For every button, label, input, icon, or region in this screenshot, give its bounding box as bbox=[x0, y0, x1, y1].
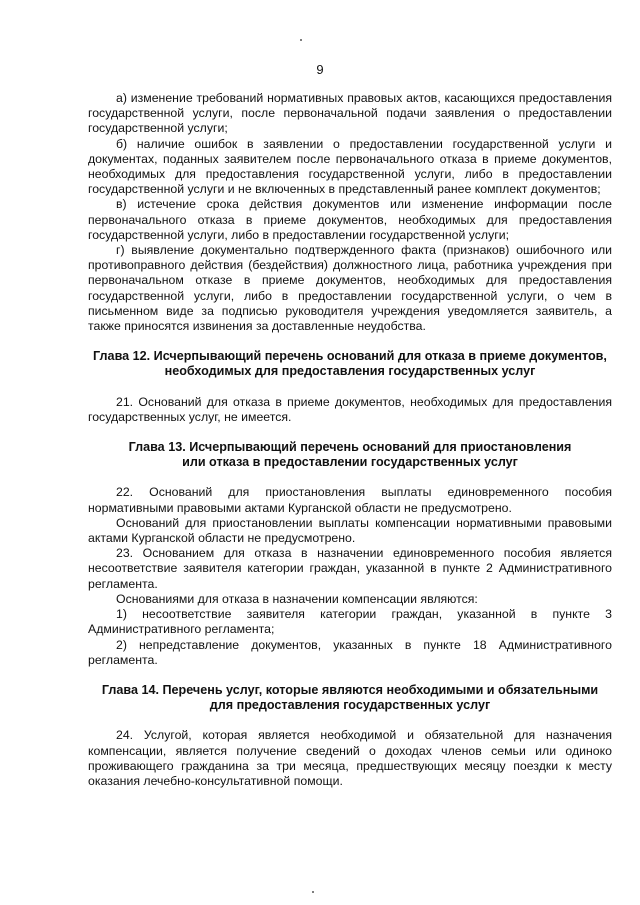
paragraph: Основаниями для отказа в назначении компенсации являются: bbox=[116, 591, 478, 606]
chapter-heading-line: для предоставления государственных услуг bbox=[209, 698, 491, 713]
scan-speck bbox=[300, 39, 302, 41]
chapter-heading-line: или отказа в предоставлении государственных услуг bbox=[182, 455, 518, 470]
section-spacer bbox=[88, 380, 612, 395]
paragraph: 1) несоответствие заявителя категории граждан, указанной в пункте 3 Административного регламента; bbox=[88, 607, 612, 637]
paragraph: Оснований для приостановлении выплаты компенсации нормативными правовыми актами Курганской области не предусмотрено. bbox=[88, 515, 612, 546]
section-spacer bbox=[88, 668, 612, 683]
scan-speck bbox=[312, 891, 314, 893]
paragraph: 23. Основанием для отказа в назначении единовременного пособия является несоответствие заявителя категории граждан, указанной в пункте 2 Административного регламента. bbox=[88, 546, 612, 591]
section-spacer bbox=[88, 334, 612, 349]
chapter-heading-line: необходимых для предоставления государственных услуг bbox=[164, 364, 536, 379]
section-spacer bbox=[88, 425, 612, 440]
section-spacer bbox=[88, 713, 612, 728]
paragraph: 21. Оснований для отказа в приеме документов, необходимых для предоставления государственных услуг, не имеется. bbox=[88, 394, 612, 424]
page-number: 9 bbox=[316, 62, 324, 77]
paragraph: 24. Услугой, которая является необходимой и обязательной для назначения компенсации, является получение сведений о доходах членов семьи или одиноко проживающего гражданина за три месяца, предшествующих месяцу поездки к месту оказания лечебно-консультативной помощи. bbox=[88, 728, 612, 788]
document-body bbox=[88, 91, 612, 789]
chapter-heading-line: Глава 14. Перечень услуг, которые являются необходимыми и обязательными bbox=[101, 682, 599, 697]
chapter-heading-line: Глава 13. Исчерпывающий перечень оснований для приостановления bbox=[128, 440, 572, 455]
paragraph: в) истечение срока действия документов или изменение информации после первоначального отказа в приеме документов, необходимых для предоставления государственной услуги, либо в предоставлении государственной услуги; bbox=[88, 197, 612, 242]
paragraph: 2) непредставление документов, указанных в пункте 18 Административного регламента. bbox=[88, 637, 612, 667]
section-spacer bbox=[88, 470, 612, 485]
paragraph: а) изменение требований нормативных правовых актов, касающихся предоставления государственной услуги, после первоначальной подачи заявления о предоставлении государственной услуги; bbox=[88, 91, 612, 136]
paragraph: б) наличие ошибок в заявлении о предоставлении государственной услуги и документах, поданных заявителем после первоначального отказа в приеме документов, необходимых для предоставления государственной услуги, либо в предоставлении государственной услуги и не включенных в представленный ранее комплект документов; bbox=[88, 136, 612, 197]
chapter-heading bbox=[88, 440, 612, 470]
paragraph: 22. Оснований для приостановления выплаты единовременного пособия нормативными правовыми актами Курганской области не предусмотрено. bbox=[88, 485, 612, 515]
chapter-heading bbox=[88, 683, 612, 713]
paragraph: г) выявление документально подтвержденного факта (признаков) ошибочного или противоправного действия (бездействия) должностного лица, работника учреждения при первоначальном отказе в приеме документов, необходимых для предоставления государственной услуги, либо в предоставлении государственной услуги, о чем в письменном виде за подписью руководителя учреждения уведомляется заявитель, а также приносятся извинения за доставленные неудобства. bbox=[88, 243, 612, 334]
chapter-heading-line: Глава 12. Исчерпывающий перечень оснований для отказа в приеме документов, bbox=[93, 349, 607, 364]
chapter-heading bbox=[88, 349, 612, 379]
